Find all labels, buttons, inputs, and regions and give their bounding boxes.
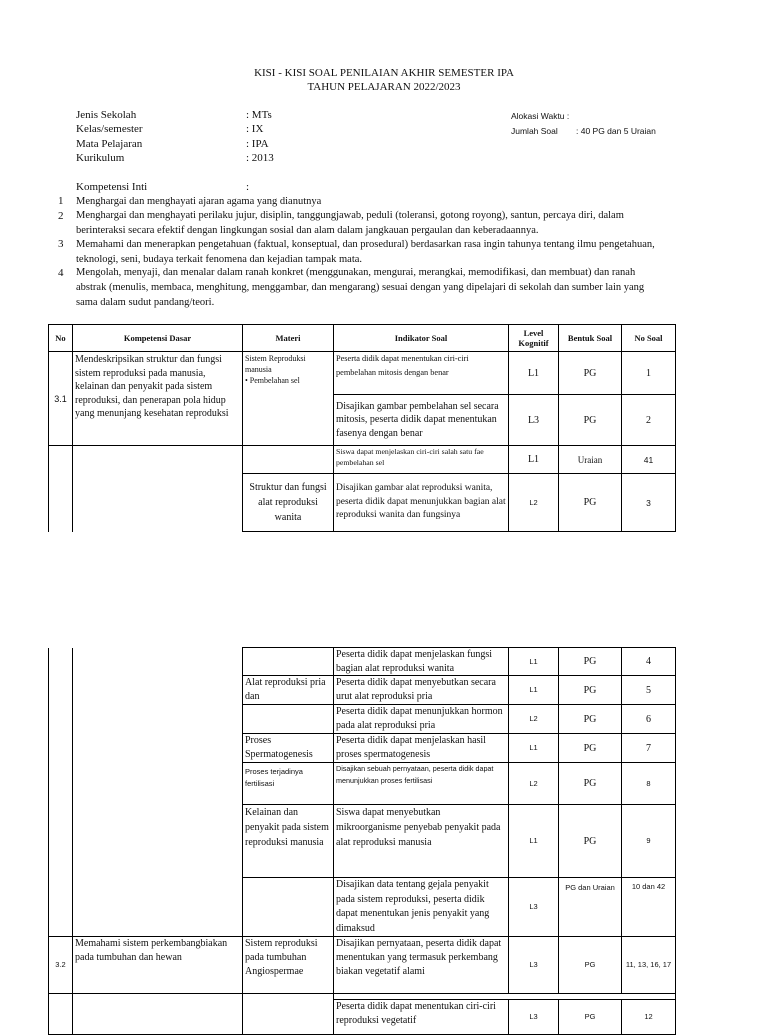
- cell-level: L3: [509, 878, 559, 937]
- header-no: No: [49, 325, 73, 352]
- cell-level: L2: [509, 763, 559, 805]
- cell-level: L3: [509, 937, 559, 994]
- cell-level: L1: [509, 352, 559, 395]
- ki-number: 3: [58, 238, 64, 250]
- kisi-table-page1: [48, 324, 676, 532]
- cell-indikator: Siswa dapat menjelaskan ciri-ciri salah satu fae pembelahan sel: [334, 446, 509, 474]
- ki-text: Memahami dan menerapkan pengetahuan (faktual, konseptual, dan prosedural) berdasarkan rasa ingin tahunya tentang ilmu pengetahuan, teknologi, seni, budaya terkait fenomena dan kejadian tampak mata.: [76, 239, 655, 265]
- cell-indikator: Peserta didik dapat menjelaskan hasil proses spermatogenesis: [334, 734, 509, 763]
- alokasi-waktu: Alokasi Waktu :: [511, 111, 570, 121]
- ki-number: 2: [58, 210, 64, 222]
- cell-bentuk: PG: [559, 763, 622, 805]
- cell-no-soal: 3: [622, 474, 676, 532]
- cell-kompetensi-dasar: Mendeskripsikan struktur dan fungsi sistem reproduksi pada manusia, kelainan dan penyakit pada sistem reproduksi, dan penerapan pola hidup yang menunjang kesehatan reproduksi: [73, 352, 243, 446]
- cell-materi: Proses terjadinya fertilisasi: [243, 763, 334, 805]
- cell-bentuk: PG: [559, 352, 622, 395]
- cell-materi: Alat reproduksi pria dan: [243, 676, 334, 705]
- cell-kd-empty: [73, 1000, 243, 1035]
- header-bentuk: Bentuk Soal: [559, 325, 622, 352]
- cell-no-soal: 5: [622, 676, 676, 705]
- cell-indikator: Disajikan gambar pembelahan sel secara mitosis, peserta didik dapat menentukan fasenya dengan benar: [334, 395, 509, 446]
- ki-number: 4: [58, 267, 64, 279]
- cell-no-soal: 11, 13, 16, 17: [622, 937, 676, 994]
- cell-no-soal: 41: [622, 446, 676, 474]
- header-kompetensi-dasar: Kompetensi Dasar: [73, 325, 243, 352]
- jumlah-soal-label: Jumlah Soal: [511, 126, 558, 136]
- cell-indikator: Peserta didik dapat menunjukkan hormon pada alat reproduksi pria: [334, 705, 509, 734]
- cell-indikator: Disajikan data tentang gejala penyakit pada sistem reproduksi, peserta didik dapat menentukan jenis penyakit yang dimaksud: [334, 878, 509, 937]
- table-header-row: [49, 325, 676, 352]
- cell-bentuk: PG: [559, 648, 622, 676]
- kelas-label: Kelas/semester: [76, 123, 143, 135]
- cell-no-soal: 9: [622, 805, 676, 878]
- cell-bentuk: PG: [559, 734, 622, 763]
- cell-no-soal: 6: [622, 705, 676, 734]
- cell-level: L3: [509, 1000, 559, 1035]
- ki-number: 1: [58, 195, 64, 207]
- cell-level: L1: [509, 734, 559, 763]
- jenis-sekolah-value: : MTs: [246, 109, 272, 121]
- kelas-value: : IX: [246, 123, 264, 135]
- header-indikator: Indikator Soal: [334, 325, 509, 352]
- header-no-soal: No Soal: [622, 325, 676, 352]
- cell-level: L1: [509, 446, 559, 474]
- kisi-table-page2: [48, 647, 676, 1035]
- cell-no-empty: [49, 648, 73, 937]
- cell-materi-empty: [243, 648, 334, 676]
- cell-no-soal: 8: [622, 763, 676, 805]
- table-row: [49, 648, 676, 676]
- cell-indikator: Disajikan pernyataan, peserta didik dapat menentukan yang termasuk perkembang biakan vegetatif alami: [334, 937, 509, 994]
- kurikulum-value: : 2013: [246, 152, 274, 164]
- table-row: [49, 937, 676, 994]
- cell-bentuk: PG: [559, 805, 622, 878]
- cell-level: L1: [509, 648, 559, 676]
- kurikulum-label: Kurikulum: [76, 152, 125, 164]
- header-level: Level Kognitif: [509, 325, 559, 352]
- cell-materi-empty: [243, 1000, 334, 1035]
- cell-bentuk: PG: [559, 1000, 622, 1035]
- cell-indikator: Disajikan sebuah pernyataan, peserta didik dapat menunjukkan proses fertilisasi: [334, 763, 509, 805]
- table-row: [49, 1000, 676, 1035]
- cell-materi: Proses Spermatogenesis: [243, 734, 334, 763]
- header-materi: Materi: [243, 325, 334, 352]
- cell-no-soal: 7: [622, 734, 676, 763]
- ki-text: Menghargai dan menghayati perilaku jujur, disiplin, tanggungjawab, peduli (toleransi, gotong royong), santun, percaya diri, dalam berinteraksi secara efektif dengan lingkungan sosial dan alam dalam jangkauan pergaulan dan keberadaannya.: [76, 210, 624, 236]
- cell-no-soal: 10 dan 42: [622, 878, 676, 937]
- cell-no-soal: 1: [622, 352, 676, 395]
- ki-text: Menghargai dan menghayati ajaran agama yang dianutnya: [76, 196, 322, 207]
- cell-indikator: Peserta didik dapat menyebutkan secara urut alat reproduksi pria: [334, 676, 509, 705]
- cell-level: L2: [509, 705, 559, 734]
- cell-materi: Struktur dan fungsi alat reproduksi wanita: [243, 474, 334, 532]
- table-row: [49, 446, 676, 474]
- cell-no-soal: 4: [622, 648, 676, 676]
- cell-level: L1: [509, 676, 559, 705]
- materi-line: Sistem Reproduksi manusia: [245, 354, 306, 374]
- mapel-value: : IPA: [246, 138, 269, 150]
- document-title: KISI - KISI SOAL PENILAIAN AKHIR SEMESTER IPA: [254, 67, 514, 79]
- cell-materi: [243, 352, 334, 446]
- cell-level: L1: [509, 805, 559, 878]
- cell-no-soal: 12: [622, 1000, 676, 1035]
- cell-no: 3.2: [49, 937, 73, 994]
- cell-kd-empty: [73, 446, 243, 532]
- kompetensi-inti-label: Kompetensi Inti: [76, 181, 148, 193]
- materi-bullet: • Pembelahan sel: [245, 376, 300, 385]
- cell-no-soal: 2: [622, 395, 676, 446]
- cell-materi: Sistem reproduksi pada tumbuhan Angiospermae: [243, 937, 334, 994]
- cell-bentuk: Uraian: [559, 446, 622, 474]
- cell-bentuk: PG: [559, 937, 622, 994]
- cell-level: L3: [509, 395, 559, 446]
- kompetensi-inti-colon: :: [246, 181, 250, 193]
- cell-materi-empty: [243, 705, 334, 734]
- cell-kompetensi-dasar: Memahami sistem perkembangbiakan pada tumbuhan dan hewan: [73, 937, 243, 994]
- cell-no: 3.1: [49, 352, 73, 446]
- cell-indikator: Peserta didik dapat menentukan ciri-ciri pembelahan mitosis dengan benar: [334, 352, 509, 395]
- cell-bentuk: PG: [559, 474, 622, 532]
- mapel-label: Mata Pelajaran: [76, 138, 143, 150]
- cell-kd-empty: [73, 648, 243, 937]
- table-row: [49, 352, 676, 395]
- cell-indikator: Siswa dapat menyebutkan mikroorganisme penyebab penyakit pada alat reproduksi manusia: [334, 805, 509, 878]
- cell-level: L2: [509, 474, 559, 532]
- jenis-sekolah-label: Jenis Sekolah: [76, 109, 137, 121]
- cell-materi-empty: [243, 878, 334, 937]
- cell-bentuk: PG: [559, 676, 622, 705]
- cell-indikator: Peserta didik dapat menentukan ciri-ciri reproduksi vegetatif: [334, 1000, 509, 1035]
- cell-indikator: Peserta didik dapat menjelaskan fungsi bagian alat reproduksi wanita: [334, 648, 509, 676]
- cell-no-empty: [49, 446, 73, 532]
- cell-materi: Kelainan dan penyakit pada sistem reproduksi manusia: [243, 805, 334, 878]
- cell-materi-empty: [243, 446, 334, 474]
- document-subtitle: TAHUN PELAJARAN 2022/2023: [307, 81, 461, 93]
- cell-indikator: Disajikan gambar alat reproduksi wanita, peserta didik dapat menunjukkan bagian alat reproduksi wanita dan fungsinya: [334, 474, 509, 532]
- cell-bentuk: PG: [559, 395, 622, 446]
- cell-bentuk: PG: [559, 705, 622, 734]
- cell-bentuk: PG dan Uraian: [559, 878, 622, 937]
- cell-no-empty: [49, 1000, 73, 1035]
- ki-text: Mengolah, menyaji, dan menalar dalam ranah konkret (menggunakan, mengurai, merangkai, memodifikasi, dan membuat) dan ranah abstrak (menulis, membaca, menghitung, menggambar, dan mengarang) sesuai dengan yang dipelajari di sekolah dan sumber lain yang sama dalam sudut pandang/teori.: [76, 267, 645, 308]
- jumlah-soal-value: : 40 PG dan 5 Uraian: [576, 126, 656, 136]
